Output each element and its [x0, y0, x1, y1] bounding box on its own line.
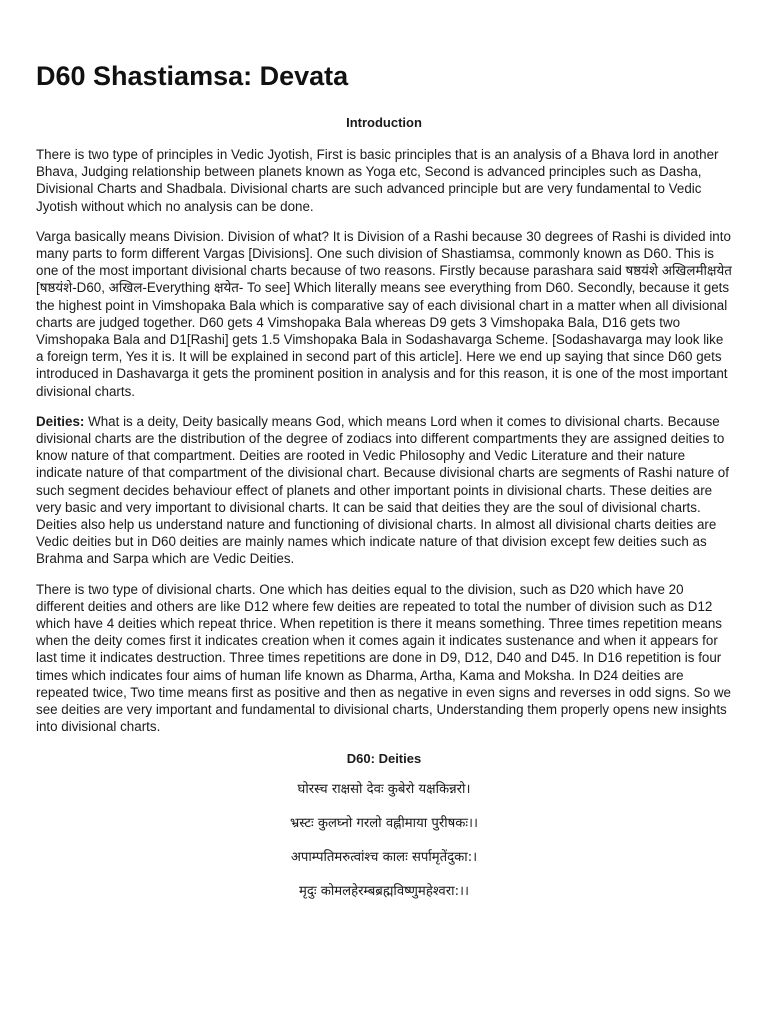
paragraph-text: There is two type of principles in Vedic Jyotish, First is basic principles that is an analysis of a Bhava lord in another Bhava, Judging relationship between planets known as Yoga etc, Second is advanced principles such as Dasha, Divisional Charts and Shadbala. Divisional charts are such advanced principle but are very fundamental to Vedic Jyotish without which no analysis can be done.	[36, 147, 719, 214]
deities-heading: D60: Deities	[346, 750, 422, 766]
paragraph-text: Varga basically means Division. Division of what? It is Division of a Rashi because 30 degrees of Rashi is divided into many parts to form different Vargas [Divisions]. One such division of Shastiamsa, commonly known as D60. This is one of the most important divisional charts because of two reasons. Firstly because parashara said षष्ठयंशे अखिलमीक्षयेत [षष्ठयंशे-D60, अखिल-Everything क्षयेत- To see] Which literally means see everything from D60. Secondly, because it gets the highest point in Vimshopaka Bala which is comparative say of each divisional chart in a matter when all divisional charts are judged together. D60 gets 4 Vimshopaka Bala whereas D9 gets 3 Vimshopaka Bala, D16 gets two Vimshopaka Bala and D1[Rashi] gets 1.5 Vimshopaka Bala in Sodashavarga Scheme. [Sodashavarga may look like a foreign term, Yes it is. It will be explained in second part of this article]. Here we end up saying that since D60 gets introduced in Dashavarga it gets the prominent position in analysis and for this reason, it is one of the most important divisional charts.	[36, 228, 732, 399]
paragraph-divisional-types	[36, 581, 732, 736]
verse-line: घोरस्च राक्षसो देवः कुबेरो यक्षकिन्नरो।	[297, 781, 471, 797]
paragraph-text: There is two type of divisional charts. One which has deities equal to the division, such as D20 which have 20 different deities and others are like D12 where few deities are repeated to total the number of division such as D12 which have 4 deities which repeat thrice. When repetition is there it means something. Three times repetition means when the deity comes first it indicates creation when it comes again it indicates sustenance and when it appears for last time it indicates destruction. Three times repetitions are done in D9, D12, D40 and D45. In D16 repetition is four times which indicates four aims of human life known as Dharma, Artha, Kama and Moksha. In D24 deities are repeated twice, Two time means first as positive and then as negative in even signs and reverses in odd signs. So we see deities are very important and fundamental to divisional charts, Understanding them properly opens new insights into divisional charts.	[36, 581, 731, 735]
verse-line: अपाम्पतिमरुत्वांश्च कालः सर्पामृतेंदुका:।	[290, 849, 478, 865]
paragraph-principles	[36, 146, 732, 215]
paragraph-label: Deities:	[36, 413, 85, 429]
page-title: D60 Shastiamsa: Devata	[36, 61, 349, 91]
introduction-heading: Introduction	[346, 115, 422, 130]
verse-line: भ्रस्टः कुलघ्नो गरलो वह्नीमाया पुरीषकः।।	[289, 815, 479, 831]
verse-line: मृदुः कोमलहेरम्बब्रह्मविष्णुमहेश्वरा:।।	[298, 883, 470, 899]
paragraph-deities	[36, 413, 732, 568]
paragraph-varga	[36, 228, 732, 400]
paragraph-text: What is a deity, Deity basically means God, which means Lord when it comes to divisional charts. Because divisional charts are the distribution of the degree of zodiacs into different compartments they are assigned deities to know nature of that compartment. Deities are rooted in Vedic Philosophy and Vedic Literature and their nature indicate nature of that compartment of the divisional chart. Because divisional charts are segments of Rashi nature of such segment decides behaviour effect of planets and other important points in divisional charts. These deities are very basic and very important to divisional charts. It can be said that deities they are the soul of divisional charts. Deities also help us understand nature and functioning of divisional charts. In almost all divisional charts deities are Vedic deities but in D60 deities are mainly names which indicate nature of that division except few deities such as Brahma and Sarpa which are Vedic Deities.	[36, 413, 729, 567]
document-page	[36, 0, 732, 901]
